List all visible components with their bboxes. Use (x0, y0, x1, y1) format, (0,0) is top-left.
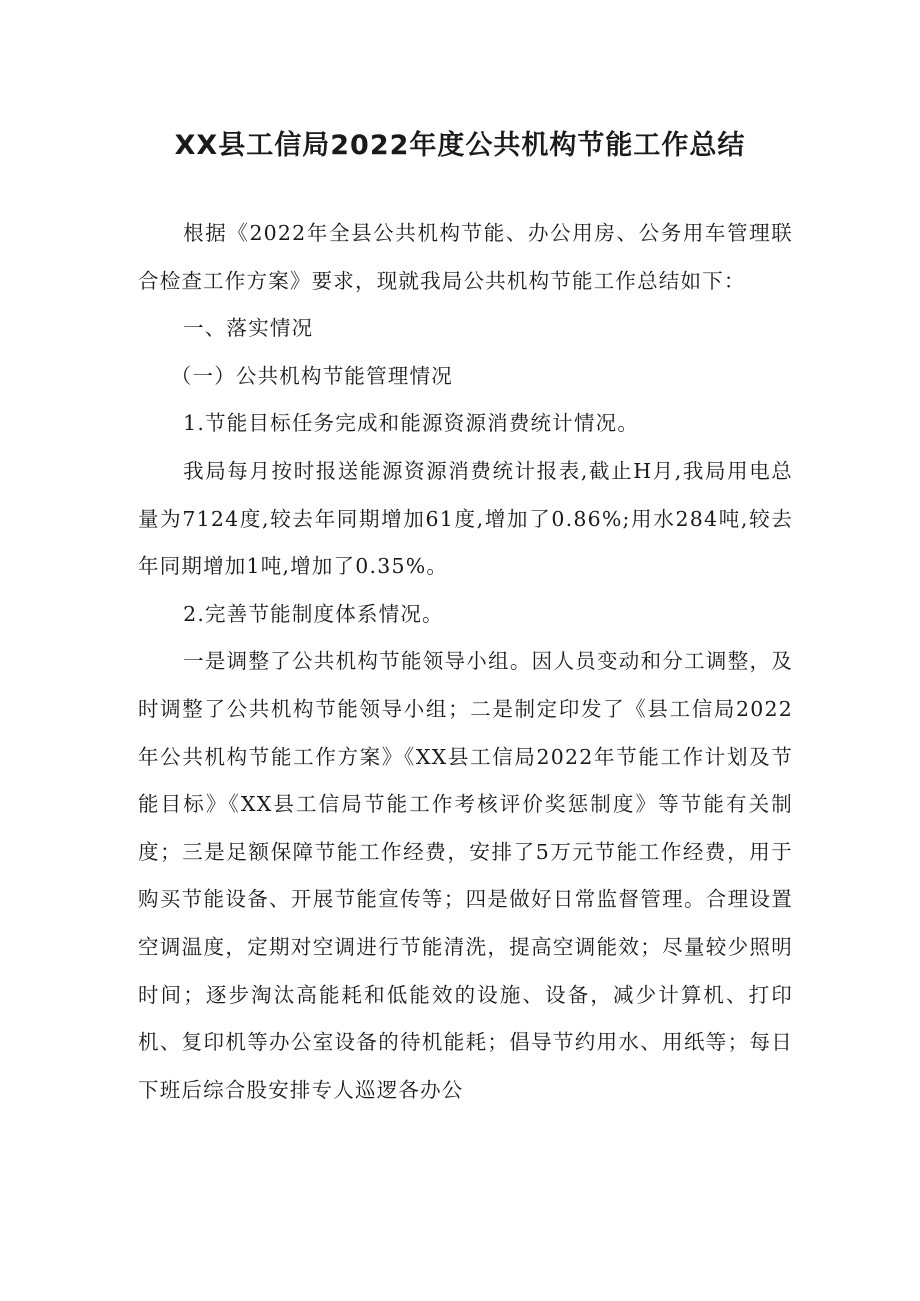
document-title: XX县工信局2022年度公共机构节能工作总结 (174, 130, 746, 161)
subsection-heading-management: （一）公共机构节能管理情况 (170, 363, 453, 388)
item-heading-targets: 1.节能目标任务完成和能源资源消费统计情况。 (183, 411, 640, 436)
paragraph-system-details: 一是调整了公共机构节能领导小组。因人员变动和分工调整，及时调整了公共机构节能领导小组；二是制定印发了《县工信局2022年公共机构节能工作方案》《XX县工信局2022年节能工作计划及节能目标》《XX县工信局节能工作考核评价奖惩制度》等节能有关制度；三是足额保障节能工作经费，安排了5万元节能工作经费，用于购买节能设备、开展节能宣传等；四是做好日常监督管理。合理设置空调温度，定期对空调进行节能清洗，提高空调能效；尽量较少照明时间；逐步淘汰高能耗和低能效的设施、设备，减少计算机、打印机、复印机等办公室设备的待机能耗；倡导节约用水、用纸等；每日下班后综合股安排专人巡逻各办公 (138, 649, 793, 1102)
paragraph-consumption-stats: 我局每月按时报送能源资源消费统计报表,截止H月,我局用电总量为7124度,较去年同期增加61度,增加了0.86%;用水284吨,较去年同期增加1吨,增加了0.35%。 (138, 458, 793, 579)
item-heading-system: 2.完善节能制度体系情况。 (183, 601, 444, 626)
paragraph-intro: 根据《2022年全县公共机构节能、办公用房、公务用车管理联合检查工作方案》要求，现就我局公共机构节能工作总结如下： (138, 221, 793, 293)
document-body (138, 210, 793, 1114)
section-heading-implementation: 一、落实情况 (183, 316, 314, 341)
